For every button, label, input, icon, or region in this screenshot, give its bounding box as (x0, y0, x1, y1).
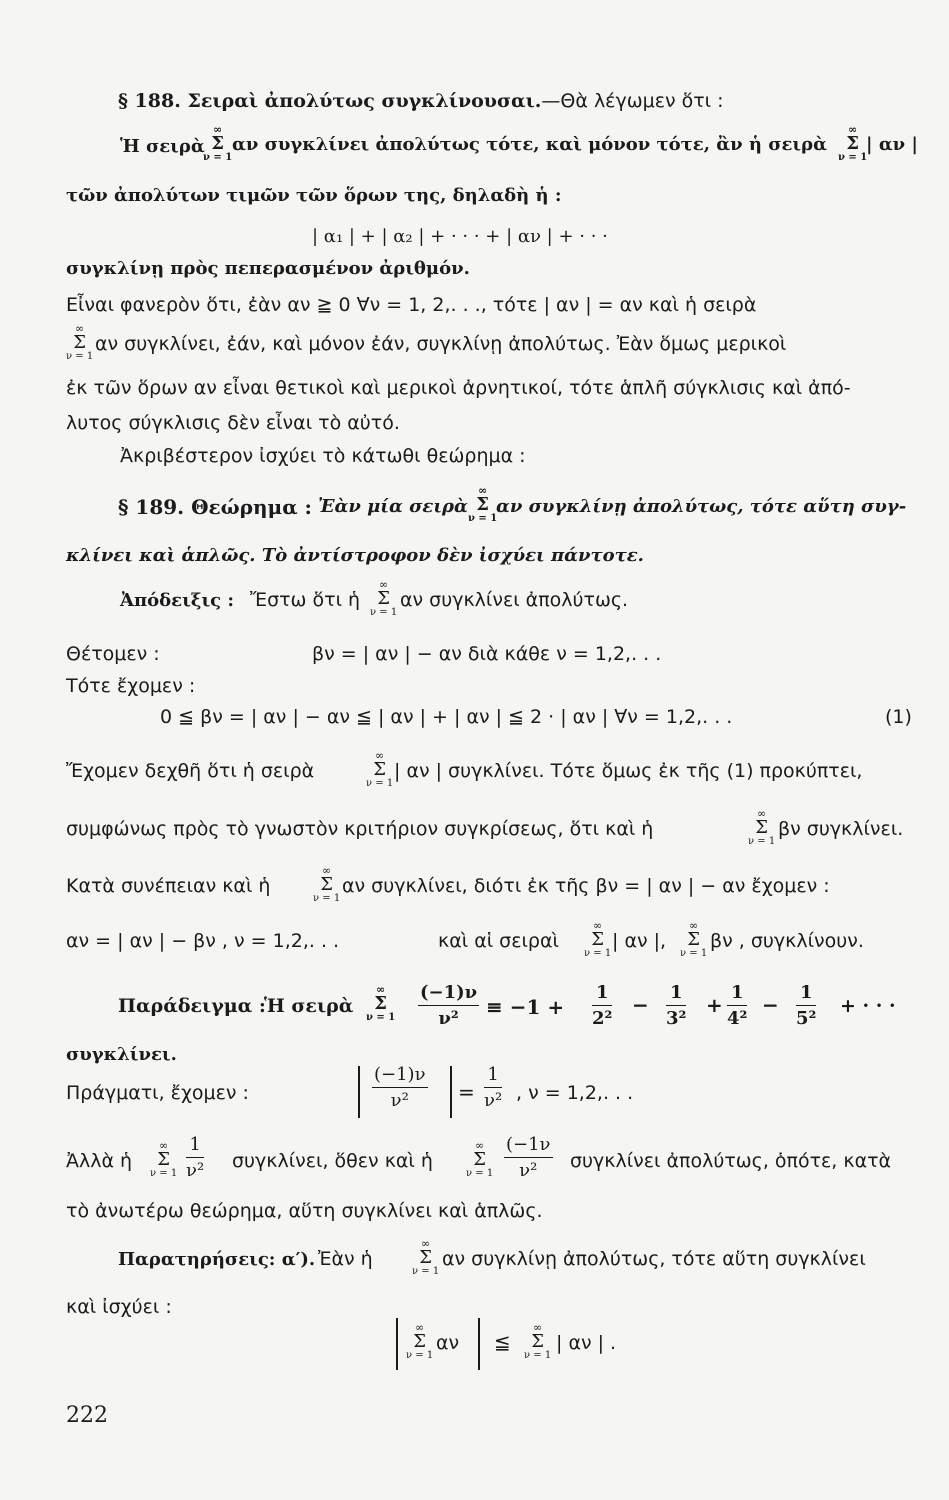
sigma-but-2: ∞ Σ ν = 1 (466, 1139, 494, 1179)
section-189-heading: § 189. Θεώρημα : (118, 495, 312, 519)
accepted-text-a: Ἔχομεν δεχθῆ ὅτι ἡ σειρὰ (66, 760, 315, 782)
section-188-heading: § 188. Σειραὶ ἀπολύτως συγκλίνουσαι. (118, 90, 542, 112)
sigma-example: ∞ Σ ν = 1 (366, 983, 396, 1023)
page-number: 222 (66, 1403, 108, 1428)
example-term-4: $\frac{1}{\text{5²}}$ (796, 982, 817, 1029)
sigma-def-1: ∞ Σ ν = 1 (203, 123, 233, 163)
example-label: Παράδειγμα : (118, 995, 266, 1017)
criterion-text-b: βν συγκλίνει. (778, 818, 904, 840)
theorem-text-b: αν συγκλίνῃ ἀπολύτως, τότε αὕτη συγ- (496, 496, 907, 517)
sigma-alpha-1: ∞ Σ ν = 1 (584, 919, 612, 959)
set-expression: βν = | αν | − αν διὰ κάθε ν = 1,2,. . . (312, 643, 662, 665)
sigma-proof: ∞ Σ ν = 1 (370, 578, 398, 618)
definition-line-3: συγκλίνῃ πρὸς πεπερασμένον ἀριθμόν. (66, 258, 470, 279)
final-bar-right (478, 1318, 480, 1370)
but-line-2: τὸ ἀνωτέρω θεώρημα, αὕτη συγκλίνει καὶ ἁπλῶς. (66, 1200, 543, 1222)
example-plus: + (706, 993, 723, 1017)
final-middle: αν (436, 1332, 460, 1354)
final-bar-left (396, 1318, 398, 1370)
consequence-text-b: αν συγκλίνει, διότι ἐκ τῆς βν = | αν | − αν ἔχομεν : (342, 875, 830, 897)
paragraph-line-2: αν συγκλίνει, ἐάν, καὶ μόνον ἐάν, συγκλίνῃ ἀπολύτως. Ἐὰν ὅμως μερικοὶ (95, 333, 787, 355)
sigma-alpha-2: ∞ Σ ν = 1 (680, 919, 708, 959)
example-equiv: ≡ −1 + (486, 995, 565, 1019)
alpha-series-c: | αν |, (612, 930, 667, 952)
rhs-tail: , ν = 1,2,. . . (516, 1082, 634, 1104)
alpha-series-text: καὶ αἱ σειραὶ (438, 930, 559, 952)
example-minus-2: − (762, 993, 779, 1017)
but-fraction-2: $\frac{(-1\nu}{\text{ν²}}$ (506, 1134, 551, 1181)
abs-bar-left (358, 1066, 360, 1118)
def-text-a: Ἡ σειρὰ (120, 136, 205, 157)
proof-label: Ἀπόδειξις : (120, 590, 235, 611)
sigma-remarks: ∞ Σ ν = 1 (412, 1237, 440, 1277)
equation-number: (1) (885, 706, 912, 728)
example-term-3: $\frac{1}{\text{4²}}$ (727, 982, 748, 1029)
but-text-a: Ἀλλὰ ἡ (66, 1150, 133, 1172)
abs-equals: = (458, 1080, 475, 1104)
paragraph-line-3: ἐκ τῶν ὅρων αν εἶναι θετικοὶ καὶ μερικοὶ ἀρνητικοί, τότε ἁπλῆ σύγκλισις καὶ ἀπό- (66, 377, 851, 399)
example-minus-1: − (632, 993, 649, 1017)
alpha-series-d: βν , συγκλίνουν. (710, 930, 864, 952)
paragraph-line-1: Εἶναι φανερὸν ὅτι, ἐὰν αν ≧ 0 ∀ν = 1, 2,. . ., τότε | αν | = αν καὶ ἡ σειρὰ (66, 294, 757, 316)
example-term-1: $\frac{1}{\text{2²}}$ (592, 982, 613, 1029)
example-text: Ἡ σειρὰ (264, 995, 354, 1017)
rhs-fraction: $\frac{1}{\text{ν²}}$ (484, 1064, 503, 1111)
def-text-c: | αν | (866, 134, 918, 155)
def-text-b: αν συγκλίνει ἀπολύτως τότε, καὶ μόνον τότε, ἂν ἡ σειρὰ (232, 134, 827, 155)
remarks-text-a: Ἐὰν ἡ (318, 1248, 373, 1270)
sigma-but-1: ∞ Σ ν = 1 (150, 1139, 178, 1179)
sigma-final-1: ∞ Σ ν = 1 (406, 1321, 434, 1361)
then-label: Τότε ἔχομεν : (66, 675, 196, 697)
but-text-c: συγκλίνει ἀπολύτως, ὁπότε, κατὰ (570, 1150, 892, 1172)
sigma-theorem: ∞ Σ ν = 1 (468, 484, 498, 524)
paragraph-line-5: Ἀκριβέστερον ἰσχύει τὸ κάτωθι θεώρημα : (120, 445, 526, 467)
but-fraction-1: $\frac{1}{\text{ν²}}$ (186, 1134, 205, 1181)
indeed-label: Πράγματι, ἔχομεν : (66, 1082, 249, 1104)
theorem-text-c: κλίνει καὶ ἁπλῶς. Τὸ ἀντίστροφον δὲν ἰσχύει πάντοτε. (66, 545, 644, 566)
theorem-text-a: Ἐὰν μία σειρὰ (318, 496, 468, 517)
example-term-2: $\frac{1}{\text{3²}}$ (666, 982, 687, 1029)
set-label: Θέτομεν : (66, 643, 160, 665)
example-converges: συγκλίνει. (66, 1044, 177, 1065)
abs-bar-right (450, 1066, 452, 1118)
sigma-accepted: ∞ Σ ν = 1 (366, 749, 394, 789)
final-rhs: | αν | . (556, 1332, 617, 1354)
definition-line-2: τῶν ἀπολύτων τιμῶν τῶν ὅρων της, δηλαδὴ ἡ : (66, 185, 562, 206)
accepted-text-b: | αν | συγκλίνει. Τότε ὅμως ἐκ τῆς (1) προκύπτει, (394, 760, 863, 782)
proof-text-b: αν συγκλίνει ἀπολύτως. (400, 589, 629, 611)
sigma-def-2: ∞ Σ ν = 1 (838, 123, 868, 163)
remarks-text-c: καὶ ἰσχύει : (66, 1296, 172, 1318)
section-188-heading-tail: —Θὰ λέγωμεν ὅτι : (541, 90, 724, 112)
sigma-criterion: ∞ Σ ν = 1 (748, 807, 776, 847)
paragraph-line-4: λυτος σύγκλισις δὲν εἶναι τὸ αὐτό. (66, 412, 400, 434)
but-text-b: συγκλίνει, ὅθεν καὶ ἡ (232, 1150, 433, 1172)
alpha-expression: αν = | αν | − βν , ν = 1,2,. . . (66, 930, 340, 952)
proof-text-a: Ἔστω ὅτι ἡ (250, 589, 361, 611)
sigma-final-2: ∞ Σ ν = 1 (524, 1321, 552, 1361)
abs-fraction: $\frac{(-1)\nu}{\text{ν²}}$ (374, 1064, 426, 1111)
example-fraction: $\frac{(-1)\nu}{\text{ν²}}$ (420, 982, 478, 1029)
final-relation: ≦ (494, 1330, 511, 1354)
section-188-heading-line (118, 88, 949, 114)
criterion-text-a: συμφώνως πρὸς τὸ γνωστὸν κριτήριον συγκρίσεως, ὅτι καὶ ἡ (66, 818, 654, 840)
sigma-p1: ∞ Σ ν = 1 (66, 322, 94, 362)
definition-series: | α₁ | + | α₂ | + · · · + | αν | + · · · (312, 226, 608, 247)
sigma-consequence: ∞ Σ ν = 1 (313, 864, 341, 904)
remarks-text-b: αν συγκλίνῃ ἀπολύτως, τότε αὕτη συγκλίνει (442, 1248, 866, 1270)
example-tail: + · · · (840, 995, 896, 1017)
consequence-text-a: Κατὰ συνέπειαν καὶ ἡ (66, 875, 271, 897)
inequality-chain: 0 ≦ βν = | αν | − αν ≦ | αν | + | αν | ≦ 2 · | αν | ∀ν = 1,2,. . . (160, 706, 733, 728)
remarks-label: Παρατηρήσεις: α′). (118, 1249, 316, 1270)
